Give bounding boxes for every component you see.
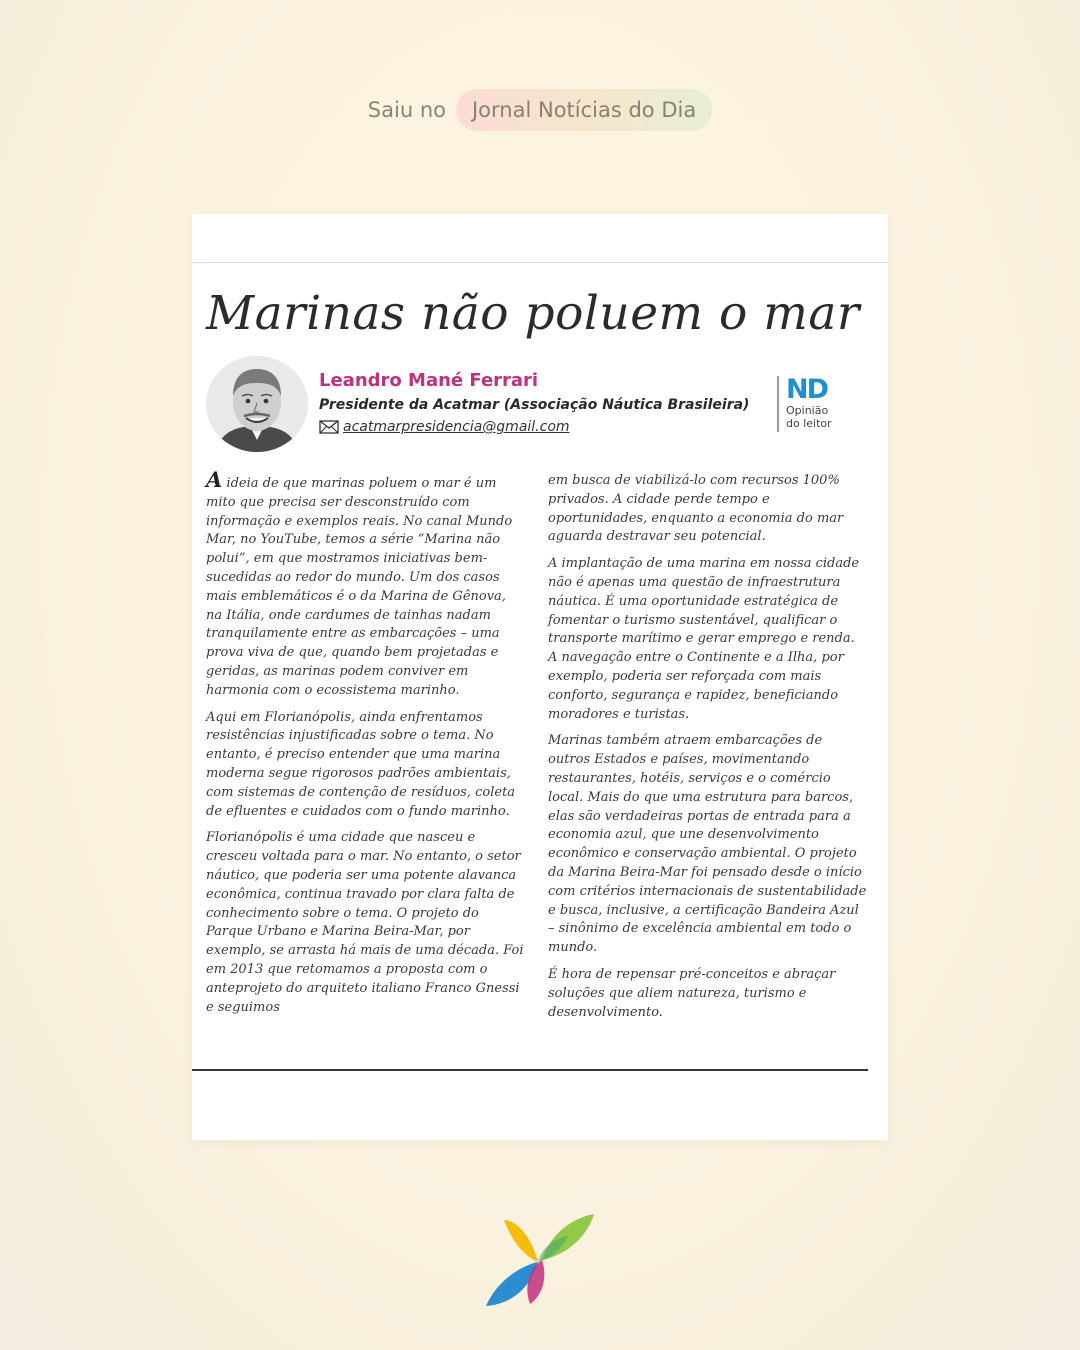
paragraph: Florianópolis é uma cidade que nasceu e cresceu voltada para o mar. No entanto, o setor náutico, que poderia ser uma potente alavanca econômica, continua travado por clara falta de conhecimento sobre o tema. O projeto do Parque Urbano e Marina Beira-Mar, por exemplo, se arrasta há mais de uma década. Foi em 2013 que retomamos a proposta com o anteprojeto do arquiteto italiano Franco Gnessi e seguimos xyxy=(206,830,524,1015)
section-label-line1: Opinião xyxy=(786,404,829,417)
author-email-link[interactable]: acatmarpresidencia@gmail.com xyxy=(343,419,570,435)
paragraph xyxy=(206,467,526,701)
source-badge: Jornal Notícias do Dia xyxy=(456,89,712,131)
newspaper-clipping xyxy=(192,214,888,1140)
paragraph: em busca de viabilizá-lo com recursos 100% privados. A cidade perde tempo e oportunidades, enquanto a economia do mar aguarda destravar seu potencial. xyxy=(548,473,844,545)
paragraph-text: ideia de que marinas poluem o mar é um mito que precisa ser desconstruído com informação e exemplos reais. No canal Mundo Mar, no YouTube, temos a série “Marina não polui”, em que mostramos iniciativas bem-sucedidas ao redor do mundo. Um dos casos mais emblemáticos é o da Marina de Gênova, na Itália, onde cardumes de tainhas nadam tranquilamente entre as embarcações – uma prova viva de que, quando bem projetadas e geridas, as marinas podem conviver em harmonia com o ecossistema marinho. xyxy=(206,476,513,698)
top-divider xyxy=(192,262,888,263)
article-column-left xyxy=(206,467,526,1025)
author-email-row xyxy=(319,419,570,435)
header-prefix: Saiu no xyxy=(367,98,446,122)
author-name: Leandro Mané Ferrari xyxy=(319,370,539,391)
paragraph: É hora de repensar pré-conceitos e abraçar soluções que aliem natureza, turismo e desenvolvimento. xyxy=(548,966,836,1020)
author-avatar xyxy=(206,356,308,452)
author-role: Presidente da Acatmar (Associação Náutica Brasileira) xyxy=(319,397,750,413)
header xyxy=(0,88,1080,132)
nd-logo: ND xyxy=(786,374,828,405)
paragraph: A implantação de uma marina em nossa cidade não é apenas uma questão de infraestrutura náutica. É uma oportunidade estratégica de fomentar o turismo sustentável, qualificar o transporte marítimo e gerar emprego e renda. A navegação entre o Continente e a Ilha, por exemplo, poderia ser reforçada com mais conforto, segurança e rapidez, beneficiando moradores e turistas. xyxy=(548,556,860,722)
butterfly-logo xyxy=(484,1212,596,1308)
bottom-divider xyxy=(192,1069,868,1071)
section-label-line2: do leitor xyxy=(786,417,832,430)
paragraph: Marinas também atraem embarcações de outros Estados e países, movimentando restaurantes, hotéis, serviços e o comércio local. Mais do que uma estrutura para barcos, elas são verdadeiras portas de entrada para a economia azul, que une desenvolvimento econômico e conservação ambiental. O projeto da Marina Beira-Mar foi pensado desde o início com critérios internacionais de sustentabilidade e busca, inclusive, a certificação Bandeira Azul – sinônimo de excelência ambiental em todo o mundo. xyxy=(548,733,867,956)
nd-brand xyxy=(777,376,832,432)
article-column-right xyxy=(548,472,868,1030)
envelope-icon xyxy=(319,420,339,434)
paragraph: Aqui em Florianópolis, ainda enfrentamos resistências injustificadas sobre o tema. No entanto, é preciso entender que uma marina moderna segue rigorosos padrões ambientais, com sistemas de contenção de resíduos, coleta de efluentes e cuidados com o fundo marinho. xyxy=(206,709,516,819)
drop-cap: A xyxy=(206,467,223,492)
article-title: Marinas não poluem o mar xyxy=(206,286,860,341)
